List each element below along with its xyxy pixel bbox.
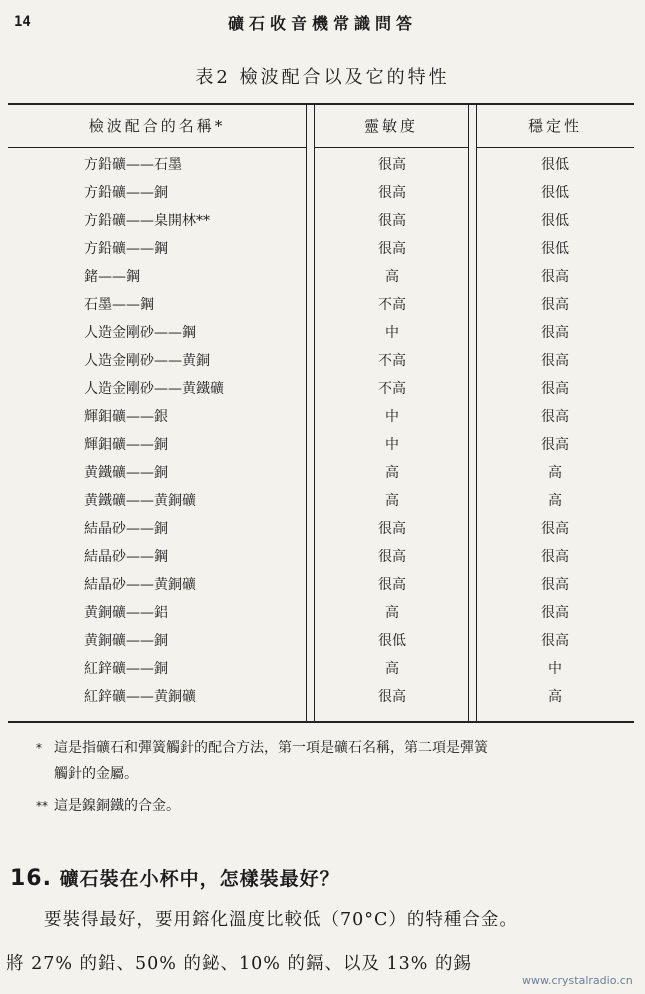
table-row xyxy=(8,207,634,235)
sensitivity-cell: 高 xyxy=(385,493,399,509)
table-row xyxy=(8,431,634,459)
pairing-cell: 黄銅礦——鋁 xyxy=(84,605,168,621)
pairing-cell: 人造金剛砂——黄鐵礦 xyxy=(84,381,224,397)
table-row xyxy=(8,375,634,403)
column-header-stability: 穩定性 xyxy=(527,117,582,135)
pairing-cell: 人造金剛砂——鋼 xyxy=(84,325,196,341)
sensitivity-cell: 很高 xyxy=(378,689,406,705)
stability-cell: 很低 xyxy=(541,213,569,229)
sensitivity-cell: 很高 xyxy=(378,157,406,173)
section-number: 16. xyxy=(10,866,52,891)
sensitivity-cell: 高 xyxy=(385,661,399,677)
stability-cell: 高 xyxy=(548,689,562,705)
footnote-2 xyxy=(36,793,180,819)
sensitivity-cell: 很高 xyxy=(378,521,406,537)
table-row xyxy=(8,487,634,515)
characteristics-table xyxy=(8,103,634,723)
stability-cell: 高 xyxy=(548,493,562,509)
sensitivity-cell: 高 xyxy=(385,605,399,621)
pairing-cell: 方鉛礦——臬開林** xyxy=(84,213,210,229)
sensitivity-cell: 高 xyxy=(385,269,399,285)
pairing-cell: 黄銅礦——銅 xyxy=(84,633,168,649)
stability-cell: 很高 xyxy=(541,577,569,593)
pairing-cell: 輝鉬礦——銀 xyxy=(84,409,168,425)
stability-cell: 很高 xyxy=(541,521,569,537)
stability-cell: 很高 xyxy=(541,549,569,565)
watermark: www.crystalradio.cn xyxy=(522,974,633,987)
table-body xyxy=(8,151,634,711)
table-row xyxy=(8,235,634,263)
pairing-cell: 結晶砂——黄銅礦 xyxy=(84,577,196,593)
sensitivity-cell: 很高 xyxy=(378,213,406,229)
table-row xyxy=(8,179,634,207)
table-row xyxy=(8,151,634,179)
pairing-cell: 石墨——鋼 xyxy=(84,297,154,313)
footnote-mark: ** xyxy=(36,799,48,813)
stability-cell: 很高 xyxy=(541,409,569,425)
stability-cell: 很高 xyxy=(541,381,569,397)
header-rule xyxy=(314,147,468,148)
pairing-cell: 黄鐵礦——黄銅礦 xyxy=(84,493,196,509)
header-rule xyxy=(476,147,634,148)
sensitivity-cell: 不高 xyxy=(378,353,406,369)
table-row xyxy=(8,515,634,543)
table-row xyxy=(8,291,634,319)
table-row xyxy=(8,459,634,487)
table-row xyxy=(8,627,634,655)
pairing-cell: 黄鐵礦——銅 xyxy=(84,465,168,481)
footnote-mark: * xyxy=(36,741,42,755)
stability-cell: 很高 xyxy=(541,353,569,369)
section-heading xyxy=(10,864,340,891)
table-row xyxy=(8,319,634,347)
table-row xyxy=(8,599,634,627)
sensitivity-cell: 很低 xyxy=(378,633,406,649)
sensitivity-cell: 中 xyxy=(385,437,399,453)
stability-cell: 很高 xyxy=(541,269,569,285)
sensitivity-cell: 不高 xyxy=(378,381,406,397)
stability-cell: 很高 xyxy=(541,325,569,341)
pairing-cell: 鍺——鋼 xyxy=(84,269,140,285)
footnote-text: 這是指礦石和彈簧觸針的配合方法，第一項是礦石名稱，第二項是彈簧 xyxy=(54,740,488,756)
column-header-name: 檢波配合的名稱* xyxy=(88,117,226,135)
sensitivity-cell: 高 xyxy=(385,465,399,481)
page-number: 14 xyxy=(14,14,31,30)
sensitivity-cell: 很高 xyxy=(378,577,406,593)
sensitivity-cell: 不高 xyxy=(378,297,406,313)
stability-cell: 很高 xyxy=(541,633,569,649)
table-row xyxy=(8,543,634,571)
stability-cell: 很低 xyxy=(541,157,569,173)
table-caption: 表2 檢波配合以及它的特性 xyxy=(195,67,450,88)
footnote-1 xyxy=(36,735,488,787)
sensitivity-cell: 中 xyxy=(385,325,399,341)
stability-cell: 很低 xyxy=(541,241,569,257)
sensitivity-cell: 很高 xyxy=(378,241,406,257)
stability-cell: 高 xyxy=(548,465,562,481)
pairing-cell: 結晶砂——鋼 xyxy=(84,549,168,565)
sensitivity-cell: 很高 xyxy=(378,549,406,565)
pairing-cell: 方鉛礦——鋼 xyxy=(84,241,168,257)
column-header-sensitivity: 靈敏度 xyxy=(363,117,418,135)
table-row xyxy=(8,347,634,375)
stability-cell: 很低 xyxy=(541,185,569,201)
pairing-cell: 方鉛礦——石墨 xyxy=(84,157,182,173)
stability-cell: 中 xyxy=(548,661,562,677)
footnote-text: 觸針的金屬。 xyxy=(54,766,138,782)
pairing-cell: 紅鋅礦——黄銅礦 xyxy=(84,689,196,705)
table-row xyxy=(8,683,634,711)
sensitivity-cell: 很高 xyxy=(378,185,406,201)
body-text-line: 要裝得最好，要用鎔化溫度比較低（70°C）的特種合金。 xyxy=(44,910,518,930)
table-row xyxy=(8,571,634,599)
stability-cell: 很高 xyxy=(541,605,569,621)
table-row xyxy=(8,403,634,431)
table-row xyxy=(8,655,634,683)
pairing-cell: 人造金剛砂——黄銅 xyxy=(84,353,210,369)
stability-cell: 很高 xyxy=(541,297,569,313)
section-title: 礦石裝在小杯中，怎樣裝最好？ xyxy=(59,868,340,890)
pairing-cell: 結晶砂——銅 xyxy=(84,521,168,537)
table-row xyxy=(8,263,634,291)
stability-cell: 很高 xyxy=(541,437,569,453)
pairing-cell: 輝鉬礦——銅 xyxy=(84,437,168,453)
sensitivity-cell: 中 xyxy=(385,409,399,425)
pairing-cell: 方鉛礦——銅 xyxy=(84,185,168,201)
header-rule xyxy=(8,147,306,148)
running-header: 礦石收音機常識問答 xyxy=(227,14,417,33)
footnote-text: 這是鎳銅鐵的合金。 xyxy=(54,798,180,814)
pairing-cell: 紅鋅礦——銅 xyxy=(84,661,168,677)
body-text-line: 將 27% 的鉛、50% 的鉍、10% 的鎘、以及 13% 的錫 xyxy=(6,954,472,974)
